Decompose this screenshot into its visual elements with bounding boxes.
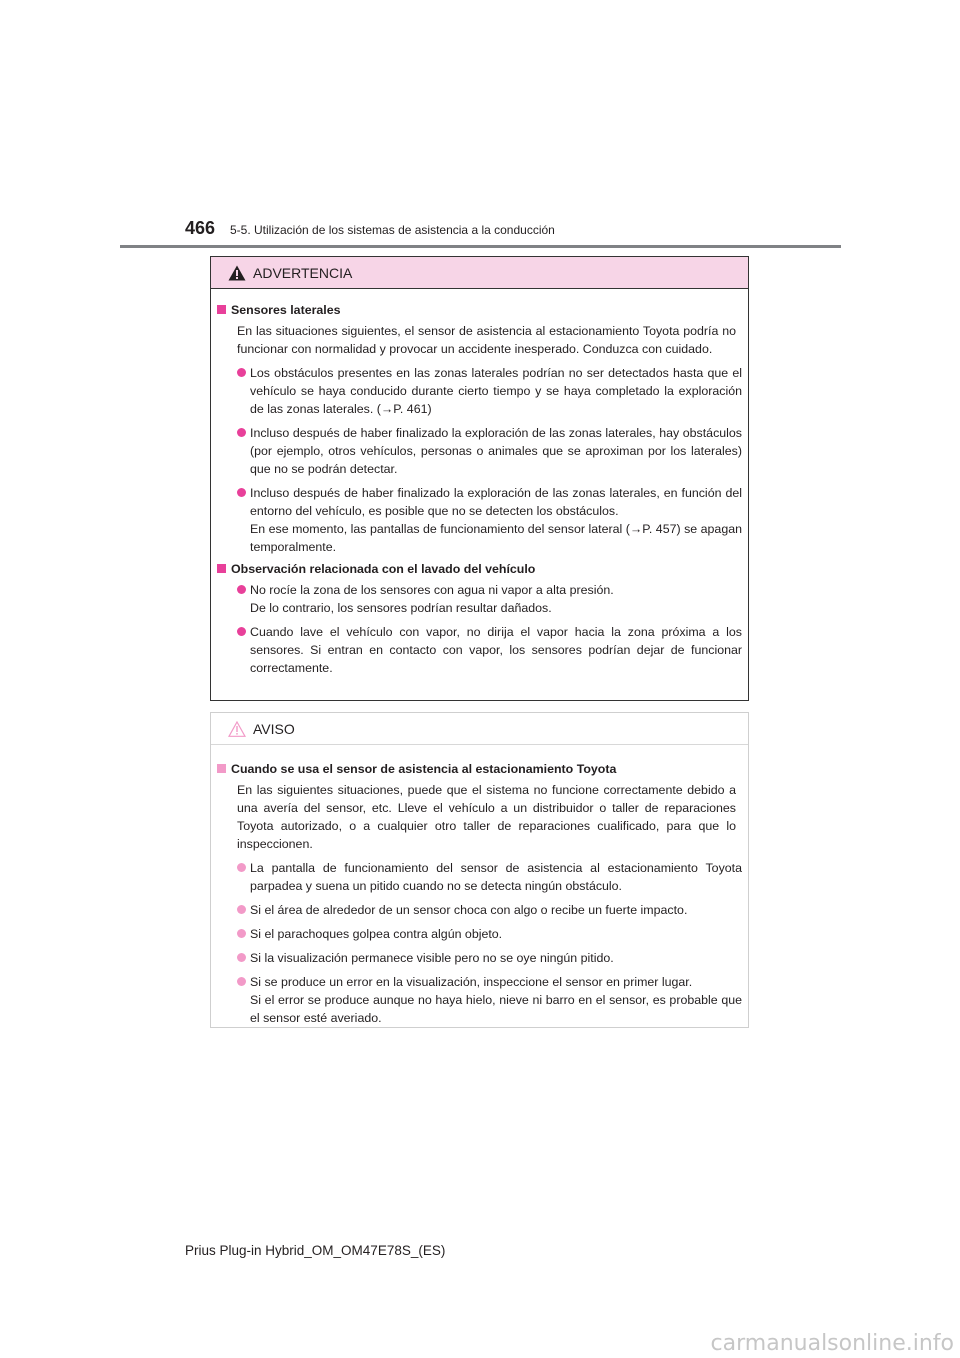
circle-bullet-icon [237, 627, 246, 636]
footer-manual-id: Prius Plug-in Hybrid_OM_OM47E78S_(ES) [185, 1243, 446, 1258]
notice-body [211, 745, 748, 1027]
square-bullet-icon [217, 564, 226, 573]
list-item: Si se produce un error en la visualización, inspeccione el sensor en primer lugar. Si el error se produce aunque no haya hielo, nieve ni barro en el sensor, es probable que el sensor esté averiado. [237, 973, 742, 1027]
section-heading: Sensores laterales [217, 301, 742, 319]
list-item: Si la visualización permanece visible pero no se oye ningún pitido. [237, 949, 742, 967]
list-item: Si el parachoques golpea contra algún objeto. [237, 925, 742, 943]
list-item: Cuando lave el vehículo con vapor, no dirija el vapor hacia la zona próxima a los sensores. Si entran en contacto con vapor, los sensores podrían dejar de funcionar correctamente. [237, 623, 742, 677]
square-bullet-icon [217, 764, 226, 773]
section-heading: Observación relacionada con el lavado del vehículo [217, 560, 742, 578]
warning-body [211, 289, 748, 677]
square-bullet-icon [217, 305, 226, 314]
circle-bullet-icon [237, 585, 246, 594]
header-divider [120, 245, 841, 248]
list-item: La pantalla de funcionamiento del sensor de asistencia al estacionamiento Toyota parpadea y suena un pitido cuando no se detecta ningún obstáculo. [237, 859, 742, 895]
warning-box [210, 256, 749, 701]
notice-box [210, 712, 749, 1028]
warning-triangle-icon [228, 265, 246, 281]
section-heading: Cuando se usa el sensor de asistencia al estacionamiento Toyota [217, 760, 742, 778]
circle-bullet-icon [237, 488, 246, 497]
list-item: Incluso después de haber finalizado la exploración de las zonas laterales, hay obstáculos (por ejemplo, otros vehículos, personas o animales que se aproximan por los laterales) que no se podrán detectar. [237, 424, 742, 478]
circle-bullet-icon [237, 863, 246, 872]
list-item: No rocíe la zona de los sensores con agua ni vapor a alta presión. De lo contrario, los sensores podrían resultar dañados. [237, 581, 742, 617]
caution-triangle-icon [228, 721, 246, 737]
section-title: 5-5. Utilización de los sistemas de asistencia a la conducción [230, 223, 555, 237]
list-item: Si el área de alrededor de un sensor choca con algo o recibe un fuerte impacto. [237, 901, 742, 919]
notice-header [211, 713, 748, 745]
watermark: carmanualsonline.info [710, 1331, 954, 1356]
circle-bullet-icon [237, 953, 246, 962]
list-item: Incluso después de haber finalizado la exploración de las zonas laterales, en función del entorno del vehículo, es posible que no se detecten los obstáculos. En ese momento, las pantallas de funcionamiento del sensor lateral (→P. 457) se apagan temporalmente. [237, 484, 742, 556]
page-number: 466 [185, 218, 216, 238]
notice-title: AVISO [253, 720, 295, 737]
circle-bullet-icon [237, 428, 246, 437]
circle-bullet-icon [237, 905, 246, 914]
section-intro: En las situaciones siguientes, el sensor de asistencia al estacionamiento Toyota podría no funcionar con normalidad y provocar un accidente inesperado. Conduzca con cuidado. [237, 324, 736, 356]
circle-bullet-icon [237, 368, 246, 377]
warning-header [211, 257, 748, 289]
list-item: Los obstáculos presentes en las zonas laterales podrían no ser detectados hasta que el vehículo se haya conducido durante cierto tiempo y se haya completado la exploración de las zonas laterales. (→P. 461) [237, 364, 742, 418]
section-intro: En las siguientes situaciones, puede que el sistema no funcione correctamente debido a una avería del sensor, etc. Lleve el vehículo a un distribuidor o taller de reparaciones Toyota autorizado, o a cualquier otro taller de reparaciones cualificado, para que lo inspeccionen. [237, 783, 736, 851]
circle-bullet-icon [237, 977, 246, 986]
warning-title: ADVERTENCIA [253, 264, 353, 281]
circle-bullet-icon [237, 929, 246, 938]
